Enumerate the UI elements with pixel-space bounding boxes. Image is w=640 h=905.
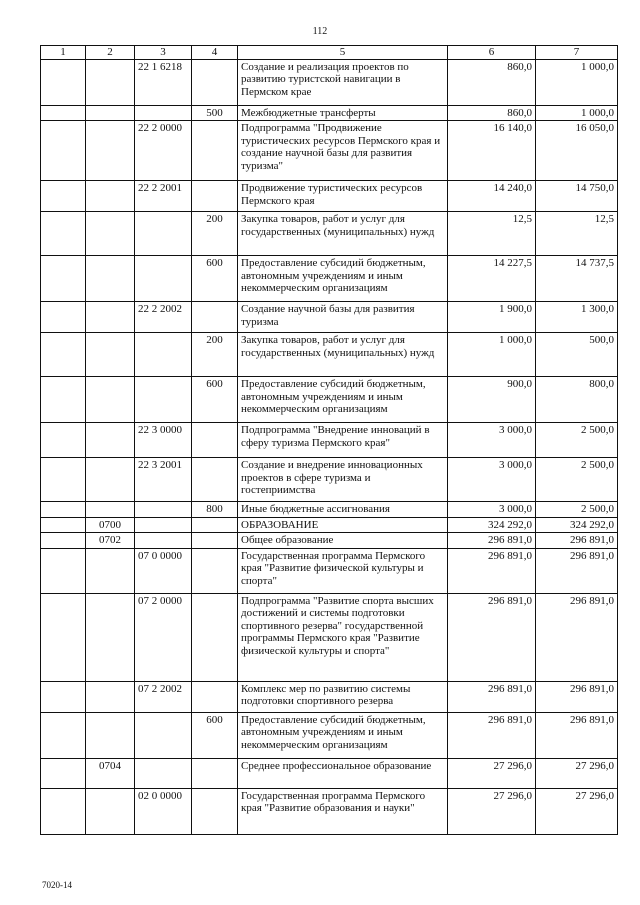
table-row [41,502,618,518]
item-name: Предоставление субсидий бюджетным, автономным учреждениям и иным некоммерческим организациям [238,256,448,302]
section-code [41,377,86,423]
amount-col7: 324 292,0 [536,517,618,533]
section-code [41,423,86,458]
col-header-1: 1 [41,46,86,60]
amount-col7: 27 296,0 [536,788,618,834]
section-code [41,59,86,105]
table-row [41,212,618,256]
target-code [135,377,192,423]
amount-col7: 2 500,0 [536,502,618,518]
subsection-code [86,59,135,105]
amount-col6: 860,0 [448,105,536,121]
subsection-code [86,105,135,121]
amount-col7: 500,0 [536,333,618,377]
section-code [41,458,86,502]
table-row [41,121,618,181]
table-row [41,517,618,533]
table-row [41,59,618,105]
subsection-code [86,502,135,518]
item-name: Государственная программа Пермского края "Развитие физической культуры и спорта" [238,548,448,593]
amount-col6: 3 000,0 [448,502,536,518]
amount-col7: 27 296,0 [536,758,618,788]
section-code [41,593,86,681]
subsection-code [86,121,135,181]
item-name: Межбюджетные трансферты [238,105,448,121]
section-code [41,548,86,593]
item-name: Общее образование [238,533,448,549]
target-code [135,758,192,788]
table-row [41,681,618,712]
subsection-code: 0704 [86,758,135,788]
target-code [135,712,192,758]
target-code [135,333,192,377]
table-row [41,712,618,758]
section-code [41,121,86,181]
subsection-code [86,377,135,423]
col-header-3: 3 [135,46,192,60]
target-code: 22 2 2002 [135,302,192,333]
expense-type [192,517,238,533]
item-name: Создание и реализация проектов по развитию туристской навигации в Пермском крае [238,59,448,105]
target-code: 07 2 0000 [135,593,192,681]
target-code: 02 0 0000 [135,788,192,834]
table-row [41,548,618,593]
expense-type [192,548,238,593]
subsection-code: 0702 [86,533,135,549]
col-header-7: 7 [536,46,618,60]
amount-col7: 14 750,0 [536,181,618,212]
target-code [135,256,192,302]
budget-table [40,45,618,835]
item-name: Создание научной базы для развития туризма [238,302,448,333]
amount-col6: 14 227,5 [448,256,536,302]
item-name: Предоставление субсидий бюджетным, автономным учреждениям и иным некоммерческим организациям [238,712,448,758]
section-code [41,302,86,333]
amount-col7: 1 000,0 [536,59,618,105]
section-code [41,681,86,712]
expense-type: 500 [192,105,238,121]
item-name: Создание и внедрение инновационных проектов в сфере туризма и гостеприимства [238,458,448,502]
subsection-code [86,423,135,458]
col-header-5: 5 [238,46,448,60]
table-row [41,377,618,423]
item-name: Закупка товаров, работ и услуг для государственных (муниципальных) нужд [238,212,448,256]
section-code [41,533,86,549]
expense-type [192,788,238,834]
target-code [135,105,192,121]
target-code: 22 3 2001 [135,458,192,502]
amount-col7: 296 891,0 [536,533,618,549]
subsection-code [86,302,135,333]
item-name: Комплекс мер по развитию системы подготовки спортивного резерва [238,681,448,712]
expense-type [192,593,238,681]
expense-type [192,181,238,212]
subsection-code [86,256,135,302]
target-code: 07 2 2002 [135,681,192,712]
amount-col6: 296 891,0 [448,681,536,712]
section-code [41,788,86,834]
subsection-code [86,681,135,712]
table-row [41,758,618,788]
section-code [41,181,86,212]
item-name: Подпрограмма "Внедрение инноваций в сферу туризма Пермского края" [238,423,448,458]
section-code [41,712,86,758]
item-name: ОБРАЗОВАНИЕ [238,517,448,533]
table-row [41,333,618,377]
target-code: 07 0 0000 [135,548,192,593]
section-code [41,517,86,533]
item-name: Среднее профессиональное образование [238,758,448,788]
expense-type: 600 [192,256,238,302]
target-code: 22 3 0000 [135,423,192,458]
amount-col7: 296 891,0 [536,712,618,758]
item-name: Продвижение туристических ресурсов Пермского края [238,181,448,212]
col-header-4: 4 [192,46,238,60]
subsection-code [86,548,135,593]
amount-col6: 296 891,0 [448,712,536,758]
subsection-code [86,788,135,834]
subsection-code: 0700 [86,517,135,533]
expense-type: 600 [192,712,238,758]
section-code [41,212,86,256]
amount-col6: 3 000,0 [448,423,536,458]
amount-col7: 12,5 [536,212,618,256]
amount-col6: 860,0 [448,59,536,105]
expense-type [192,458,238,502]
expense-type: 800 [192,502,238,518]
amount-col6: 1 900,0 [448,302,536,333]
subsection-code [86,458,135,502]
target-code: 22 2 0000 [135,121,192,181]
target-code: 22 1 6218 [135,59,192,105]
amount-col7: 800,0 [536,377,618,423]
section-code [41,333,86,377]
expense-type [192,533,238,549]
item-name: Государственная программа Пермского края "Развитие образования и науки" [238,788,448,834]
expense-type [192,59,238,105]
table-row [41,181,618,212]
section-code [41,758,86,788]
footer-code: 7020-14 [42,880,72,890]
amount-col7: 296 891,0 [536,548,618,593]
expense-type [192,423,238,458]
col-header-2: 2 [86,46,135,60]
expense-type [192,302,238,333]
col-header-6: 6 [448,46,536,60]
amount-col6: 296 891,0 [448,593,536,681]
item-name: Предоставление субсидий бюджетным, автономным учреждениям и иным некоммерческим организациям [238,377,448,423]
table-row [41,593,618,681]
target-code [135,533,192,549]
amount-col7: 16 050,0 [536,121,618,181]
amount-col7: 296 891,0 [536,593,618,681]
subsection-code [86,181,135,212]
table-row [41,533,618,549]
amount-col6: 27 296,0 [448,788,536,834]
amount-col6: 27 296,0 [448,758,536,788]
amount-col6: 16 140,0 [448,121,536,181]
amount-col6: 3 000,0 [448,458,536,502]
table-row [41,788,618,834]
amount-col7: 1 000,0 [536,105,618,121]
amount-col6: 12,5 [448,212,536,256]
item-name: Подпрограмма "Продвижение туристических ресурсов Пермского края и создание научной базы для развития туризма" [238,121,448,181]
amount-col7: 14 737,5 [536,256,618,302]
section-code [41,256,86,302]
item-name: Подпрограмма "Развитие спорта высших достижений и системы подготовки спортивного резерва" государственной программы Пермского края "Развитие физической культуры и спорта" [238,593,448,681]
table-row [41,256,618,302]
table-row [41,423,618,458]
expense-type: 600 [192,377,238,423]
amount-col6: 1 000,0 [448,333,536,377]
subsection-code [86,593,135,681]
target-code [135,517,192,533]
amount-col6: 324 292,0 [448,517,536,533]
header-row [41,46,618,60]
item-name: Иные бюджетные ассигнования [238,502,448,518]
subsection-code [86,212,135,256]
table-row [41,458,618,502]
amount-col6: 900,0 [448,377,536,423]
table-row [41,302,618,333]
item-name: Закупка товаров, работ и услуг для государственных (муниципальных) нужд [238,333,448,377]
expense-type: 200 [192,333,238,377]
expense-type [192,121,238,181]
page-number: 112 [312,26,328,37]
amount-col7: 2 500,0 [536,458,618,502]
amount-col7: 2 500,0 [536,423,618,458]
amount-col6: 14 240,0 [448,181,536,212]
amount-col6: 296 891,0 [448,533,536,549]
expense-type [192,681,238,712]
subsection-code [86,712,135,758]
expense-type: 200 [192,212,238,256]
target-code [135,212,192,256]
target-code: 22 2 2001 [135,181,192,212]
section-code [41,502,86,518]
table-row [41,105,618,121]
target-code [135,502,192,518]
amount-col7: 1 300,0 [536,302,618,333]
expense-type [192,758,238,788]
amount-col6: 296 891,0 [448,548,536,593]
subsection-code [86,333,135,377]
amount-col7: 296 891,0 [536,681,618,712]
section-code [41,105,86,121]
